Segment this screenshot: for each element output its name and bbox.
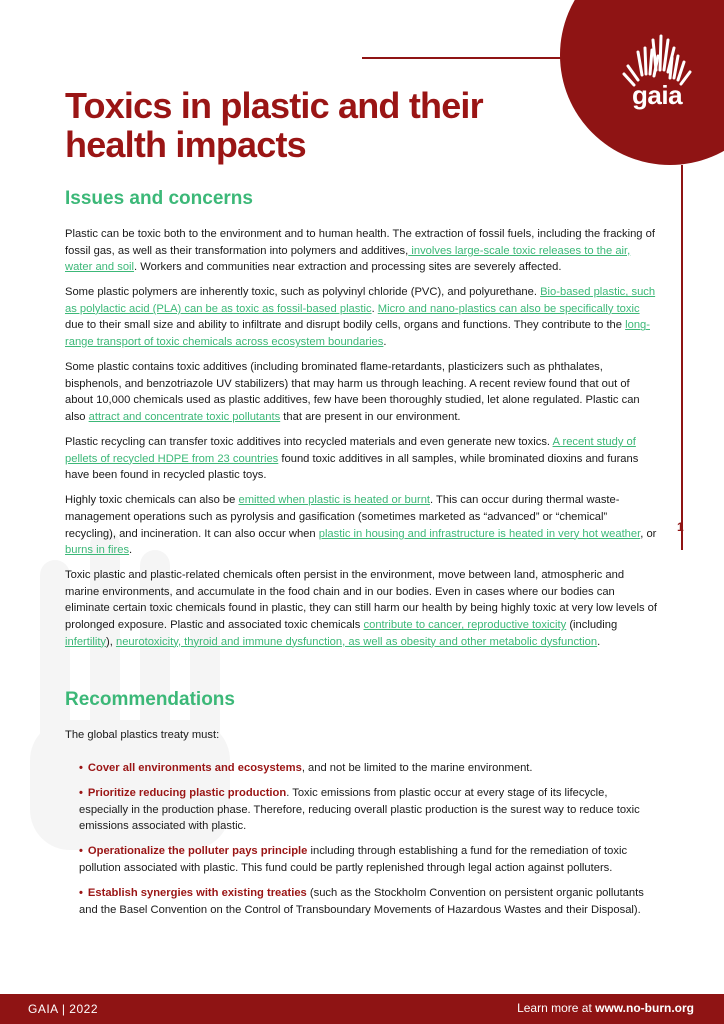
paragraph xyxy=(65,492,660,558)
paragraph-text: that are present in our environment. xyxy=(280,410,461,423)
paragraph-text: Highly toxic chemicals can also be xyxy=(65,494,239,507)
paragraph xyxy=(65,434,660,484)
issues-body xyxy=(65,226,660,659)
paragraph-text: due to their small size and ability to infiltrate and disrupt bodily cells, organs and functions. They contribute to the xyxy=(65,319,626,332)
recommendations-list xyxy=(79,760,657,927)
bullet-icon: • xyxy=(79,887,83,900)
source-link[interactable]: involves large-scale toxic releases to the air, water and soil xyxy=(65,244,631,274)
source-link[interactable]: long-range transport of toxic chemicals across ecosystem boundaries xyxy=(65,319,650,349)
paragraph xyxy=(65,284,660,350)
source-link[interactable]: emitted when plastic is heated or burnt xyxy=(238,494,431,507)
source-link[interactable]: infertility xyxy=(65,635,107,648)
paragraph-text: ), xyxy=(106,635,116,648)
paragraph-text: . This can occur during thermal waste-management operations such as pyrolysis and gasification (sometimes marketed as “advanced” or “chemical” recycling), and incineration. It can also occur when xyxy=(65,494,620,540)
bullet-icon: • xyxy=(79,787,83,800)
list-item xyxy=(79,843,657,876)
recommendation-text: (such as the Stockholm Convention on persistent organic pollutants and the Basel Convention on the Control of Transboundary Movements of Hazardous Wastes and their Disposal). xyxy=(79,887,644,916)
source-link[interactable]: contribute to cancer, reproductive toxicity xyxy=(363,618,567,631)
recommendations-heading: Recommendations xyxy=(65,689,235,710)
footer-bar xyxy=(0,994,724,1024)
source-link[interactable]: A recent study of pellets of recycled HDPE from 23 countries xyxy=(65,436,636,465)
recommendation-text: , and not be limited to the marine environment. xyxy=(301,762,533,774)
paragraph-text: , or xyxy=(640,527,657,540)
recommendation-title: Prioritize reducing plastic production xyxy=(87,787,287,800)
recommendations-intro: The global plastics treaty must: xyxy=(65,729,220,741)
paragraph-text: Plastic can be toxic both to the environment and to human health. The extraction of fossil fuels, including the fracking of fossil gas, as well as their transformation into polymers and additives, xyxy=(65,228,655,257)
source-link[interactable]: attract and concentrate toxic pollutants xyxy=(88,410,281,423)
recommendation-text: including through establishing a fund for the remediation of toxic pollution associated with plastic. This fund could be partly replenished through legal action against polluters. xyxy=(79,845,628,874)
gaia-logo-text: gaia xyxy=(632,80,683,110)
paragraph-text: Some plastic contains toxic additives (including brominated flame-retardants, plasticizers such as phthalates, bisphenols, and benzotriazole UV stabilizers) that may harm us through leaching. A recent review found that out of about 10,000 chemicals used as plastic additives, few have been thoroughly studied, let alone regulated. Plastic can also xyxy=(65,361,640,423)
paragraph-text: found toxic additives in all samples, while brominated dioxins and furans have been found in recycled plastic toys. xyxy=(65,452,639,482)
paragraph-text: . xyxy=(371,302,378,315)
recommendation-title: Establish synergies with existing treaties xyxy=(87,887,307,900)
source-link[interactable]: burns in fires xyxy=(65,544,130,557)
source-link[interactable]: plastic in housing and infrastructure is heated in very hot weather xyxy=(318,527,641,540)
paragraph-text: Toxic plastic and plastic-related chemicals often persist in the environment, move between land, atmospheric and marine environments, and accumulate in the food chain and in our bodies. Even in cases where our bodies can eliminate certain toxic chemicals found in plastic, they can still harm our health by being highly toxic at very low levels of prolonged exposure. Plastic and associated toxic chemicals xyxy=(65,569,657,631)
source-link[interactable]: Micro and nano-plastics can also be specifically toxic xyxy=(377,302,640,315)
footer-learn-more xyxy=(517,1001,694,1015)
recommendation-title: Cover all environments and ecosystems xyxy=(87,762,302,774)
paragraph-text: . Workers and communities near extraction and processing sites are severely affected. xyxy=(134,261,562,274)
list-item xyxy=(79,760,657,777)
paragraph-text: . xyxy=(597,635,601,648)
bullet-icon: • xyxy=(79,845,83,858)
list-item xyxy=(79,885,657,918)
issues-heading: Issues and concerns xyxy=(65,188,253,209)
side-rule xyxy=(681,165,683,550)
top-rule xyxy=(362,57,562,59)
page-title: Toxics in plastic and their health impacts xyxy=(65,85,483,165)
bullet-icon: • xyxy=(79,762,83,774)
paragraph-text: (including xyxy=(566,618,618,631)
paragraph xyxy=(65,567,660,650)
footer-website-link[interactable]: www.no-burn.org xyxy=(595,1001,694,1015)
list-item xyxy=(79,785,657,835)
paragraph xyxy=(65,359,660,425)
paragraph-text: Some plastic polymers are inherently toxic, such as polyvinyl chloride (PVC), and polyurethane. xyxy=(65,286,541,299)
paragraph-text: . xyxy=(383,336,387,349)
recommendation-title: Operationalize the polluter pays principle xyxy=(87,845,308,858)
source-link[interactable]: Bio-based plastic, such as polylactic acid (PLA) can be as toxic as fossil-based plastic xyxy=(65,286,656,315)
source-link[interactable]: neurotoxicity, thyroid and immune dysfunction, as well as obesity and other metabolic dysfunction xyxy=(115,635,598,648)
footer-org-year: GAIA | 2022 xyxy=(28,1002,98,1016)
footer-learn-more-label: Learn more at xyxy=(517,1001,596,1015)
paragraph-text: Plastic recycling can transfer toxic additives into recycled materials and even generate new toxics. xyxy=(65,436,553,449)
recommendation-text: . Toxic emissions from plastic occur at every stage of its lifecycle, especially in the production phase. Therefore, reducing overall plastic production is the surest way to reduce toxic emissions associated with plastic. xyxy=(79,787,640,833)
page-number: 1 xyxy=(677,520,684,534)
paragraph-text: . xyxy=(129,544,133,557)
paragraph xyxy=(65,226,660,276)
